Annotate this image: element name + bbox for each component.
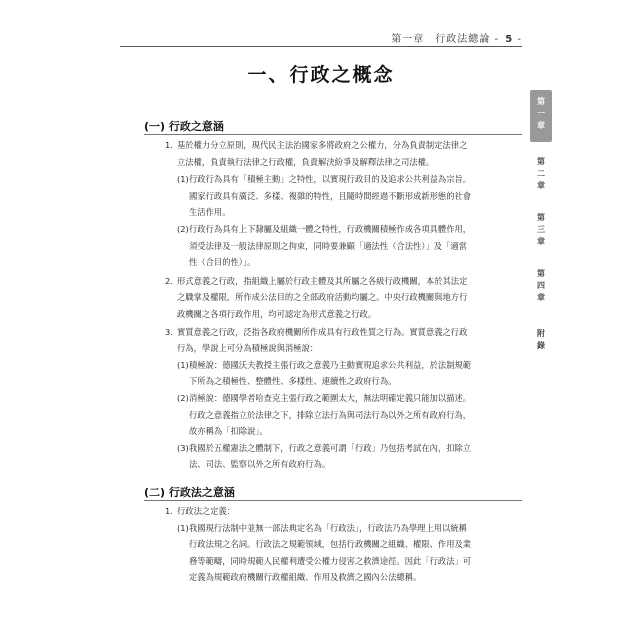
section-underline-1 <box>144 134 522 135</box>
text-line: 基於權力分立原則，現代民主法治國家多將政府之公權力，分為負責制定法律之 <box>177 140 468 150</box>
item-number: (1) <box>177 522 189 533</box>
text-line: 行政法之定義： <box>177 506 236 516</box>
paragraph <box>189 390 471 440</box>
text-line: 行為，學說上可分為積極說與消極說： <box>177 343 319 354</box>
text-line: 法、司法、監察以外之所有政府行為。 <box>189 459 331 470</box>
paragraph <box>189 357 471 390</box>
chapter-title: 第一章 行政法總論 <box>391 34 491 45</box>
paragraph <box>189 171 471 221</box>
section-heading-1: (一) 行政之意涵 <box>144 120 224 133</box>
text-line: 行政法規之名詞。行政法之規範領域，包括行政機關之組織、權限、作用及業 <box>189 539 472 550</box>
tab-chapter-4[interactable] <box>530 262 552 314</box>
text-line: 定義為規範政府機關行政權組織、作用及救濟之國內公法總稱。 <box>189 572 422 583</box>
paragraph <box>177 324 467 357</box>
text-line: 政機關之各項行政作用，均可認定為形式意義之行政。 <box>177 308 377 319</box>
page-number: 5 <box>505 34 514 45</box>
paragraph <box>177 503 235 520</box>
tab-chapter-3[interactable] <box>530 206 552 258</box>
tab-label: 第 二 章 <box>537 157 545 190</box>
item-number: (2) <box>177 224 189 234</box>
tab-chapter-1[interactable] <box>530 90 552 142</box>
tab-label: 第 一 章 <box>537 97 545 130</box>
tab-label: 第 四 章 <box>537 269 545 302</box>
text-line: 下所為之積極性、整體性、多樣性、連續性之政府行為。 <box>189 376 397 387</box>
section-underline-2 <box>144 500 522 501</box>
text-line: 故亦稱為「扣除說」。 <box>189 426 268 437</box>
text-line: 形式意義之行政，指組織上屬於行政主體及其所屬之各級行政機關，本於其法定 <box>177 275 468 286</box>
item-number: (1) <box>177 174 189 185</box>
text-line: 之職掌及權限，所作成公法目的之全部政府活動均屬之。中央行政機關與地方行 <box>177 292 468 303</box>
tab-appendix[interactable] <box>530 318 552 370</box>
paragraph <box>177 137 467 170</box>
item-number: 3. <box>165 326 173 337</box>
text-line: 行政之意義指立於法律之下，排除立法行為與司法行為以外之所有政府行為， <box>189 409 472 420</box>
item-number: (1) <box>177 359 189 370</box>
item-number: 1. <box>165 140 173 150</box>
text-line: 行政行為具有上下隸屬及組織一體之特性，行政機關積極作成各項具體作用， <box>189 224 472 234</box>
paragraph <box>177 273 467 323</box>
running-header: 第一章 行政法總論 - 5 - <box>391 34 522 45</box>
text-line: 立法權，負責執行法律之行政權，負責解決紛爭及解釋法律之司法權。 <box>177 156 435 167</box>
paragraph <box>189 221 471 271</box>
text-line: 性（合目的性）」。 <box>189 257 256 268</box>
paragraph <box>189 520 471 586</box>
item-number: (3) <box>177 442 189 453</box>
text-line: 我國現行法制中並無一部法典定名為「行政法」，行政法乃為學理上用以統稱 <box>189 522 467 533</box>
tab-label: 第 三 章 <box>537 213 545 246</box>
item-number: 1. <box>165 506 173 516</box>
text-line: 行政行為具有「積極主動」之特性，以實現行政目的及追求公共利益為宗旨。 <box>189 174 472 185</box>
paragraph <box>189 440 471 473</box>
tab-label: 附 錄 <box>537 329 545 350</box>
header-rule <box>120 46 522 47</box>
section-heading-2: (二) 行政法之意涵 <box>144 486 235 499</box>
text-line: 國家行政具有廣泛、多樣、複雜的特性，且隨時間經過不斷形成新形態的社會 <box>189 190 472 201</box>
text-line: 須受法律及一般法律原則之拘束，同時要兼顧「適法性（合法性）」及「適當 <box>189 240 467 251</box>
text-line: 積極說：德國沃夫教授主張行政之意義乃主動實現追求公共利益，於法制規範 <box>189 359 472 370</box>
text-line: 我國於五權憲法之體制下，行政之意義可謂「行政」乃包括考試在內，扣除立 <box>189 442 472 453</box>
text-line: 實質意義之行政，泛指各政府機關所作成具有行政性質之行為。實質意義之行政 <box>177 326 468 337</box>
tab-chapter-2[interactable] <box>530 150 552 202</box>
text-line: 消極說：德國學者哈查克主張行政之範圍太大，無法明確定義只能加以描述。 <box>189 393 472 403</box>
text-line: 務等範疇，同時規範人民權利遭受公權力侵害之救濟途徑。因此「行政法」可 <box>189 555 472 566</box>
item-number: (2) <box>177 393 189 403</box>
item-number: 2. <box>165 275 173 286</box>
text-line: 生活作用。 <box>189 207 231 218</box>
page-title: 一、行政之概念 <box>247 64 395 86</box>
